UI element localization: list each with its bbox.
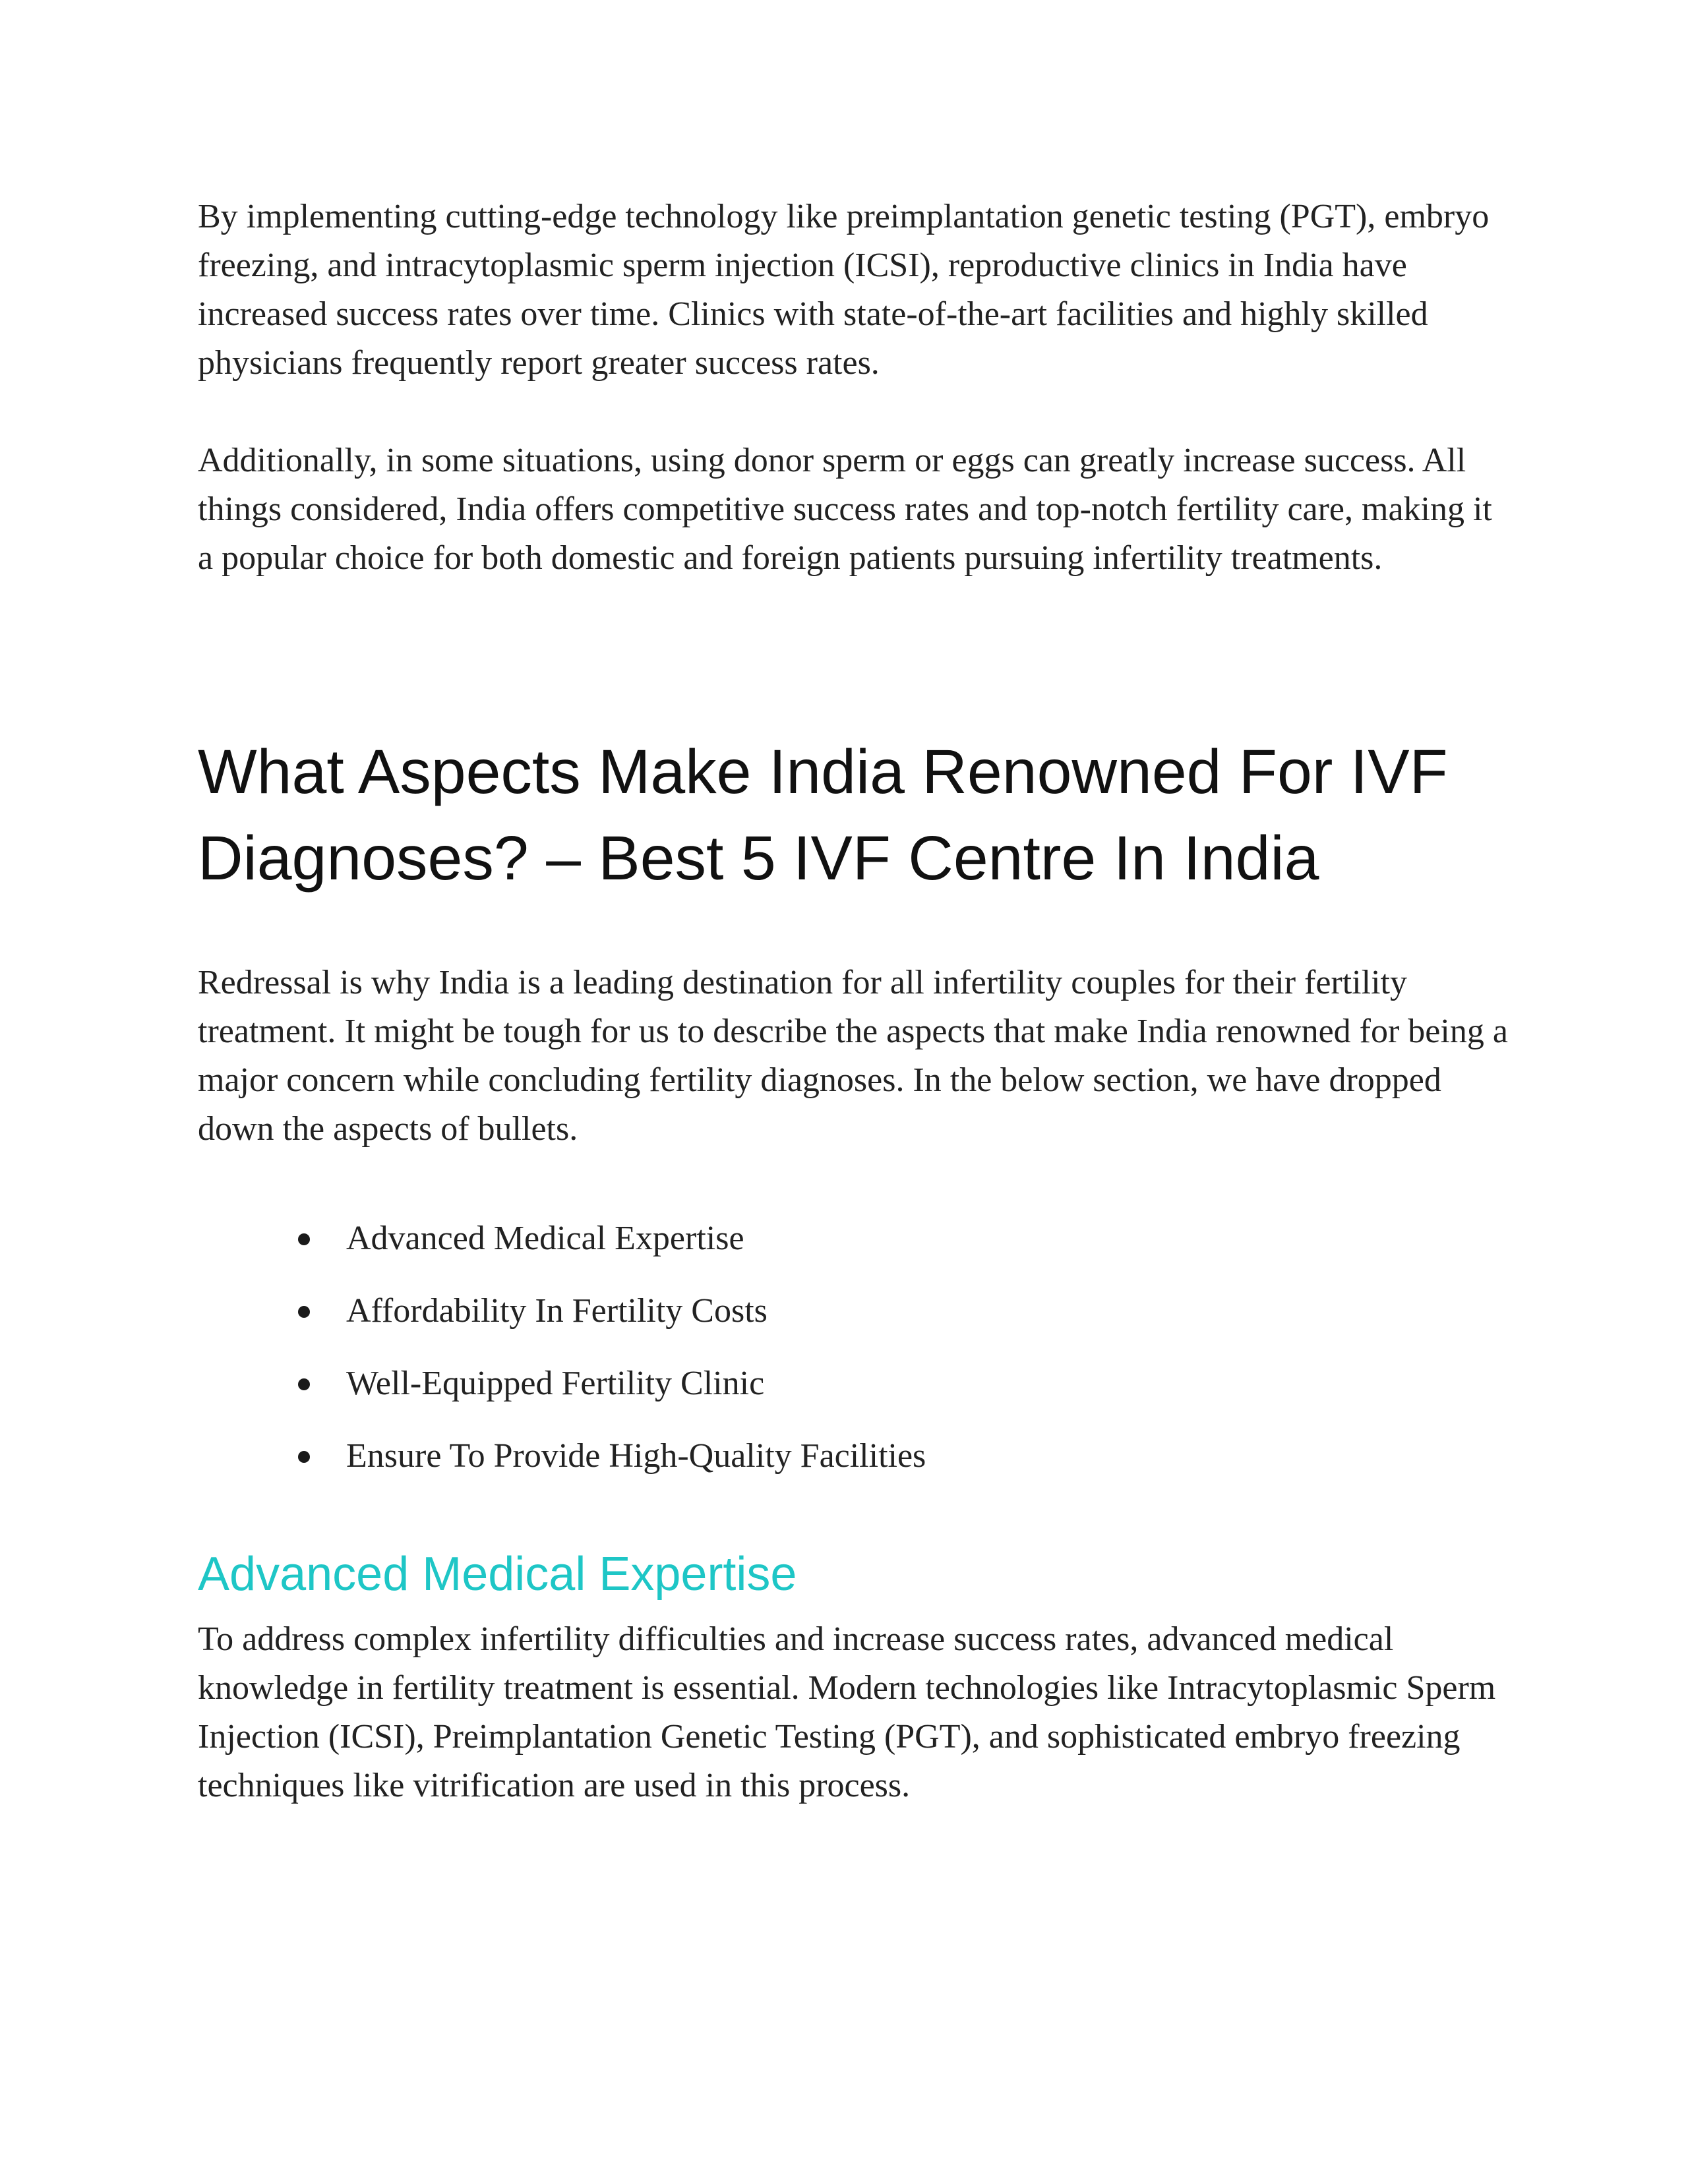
bullet-dot-icon — [298, 1306, 310, 1318]
bullet-dot-icon — [298, 1451, 310, 1463]
bullet-dot-icon — [298, 1378, 310, 1390]
aspects-bullet-list — [198, 1202, 1510, 1492]
paragraph-success-technology: By implementing cutting-edge technology like preimplantation genetic testing (PGT), embryo freezing, and intracytoplasmic sperm injection (ICSI), reproductive clinics in India have increased success rates over time. Clinics with state-of-the-art facilities and highly skilled physicians frequently report greater success rates. — [198, 198, 1490, 382]
bullet-dot-icon — [298, 1233, 310, 1245]
list-item-label: Advanced Medical Expertise — [346, 1220, 744, 1257]
list-item — [198, 1347, 1510, 1420]
list-item — [198, 1275, 1510, 1347]
document-page — [198, 192, 1510, 1810]
list-item-label: Ensure To Provide High-Quality Facilities — [346, 1437, 926, 1475]
paragraph-advanced-expertise: To address complex infertility difficulties and increase success rates, advanced medical knowledge in fertility treatment is essential. Modern technologies like Intracytoplasmic Sperm Injection (ICSI), Preimplantation Genetic Testing (PGT), and sophisticated embryo freezing techniques like vitrification are used in this process. — [198, 1620, 1496, 1804]
paragraph-intro: Redressal is why India is a leading destination for all infertility couples for their fertility treatment. It might be tough for us to describe the aspects that make India renowned for being a major concern while concluding fertility diagnoses. In the below section, we have dropped down the aspects of bullets. — [198, 964, 1508, 1148]
list-item — [198, 1202, 1510, 1275]
main-heading: What Aspects Make India Renowned For IVF Diagnoses? – Best 5 IVF Centre In India — [198, 737, 1448, 893]
list-item-label: Affordability In Fertility Costs — [346, 1292, 768, 1330]
subheading-advanced-medical-expertise: Advanced Medical Expertise — [198, 1548, 797, 1601]
list-item-label: Well-Equipped Fertility Clinic — [346, 1365, 765, 1402]
list-item — [198, 1420, 1510, 1492]
paragraph-donor-success: Additionally, in some situations, using donor sperm or eggs can greatly increase success. All things considered, India offers competitive success rates and top-notch fertility care, making it a popular choice for both domestic and foreign patients pursuing infertility treatments. — [198, 442, 1492, 577]
